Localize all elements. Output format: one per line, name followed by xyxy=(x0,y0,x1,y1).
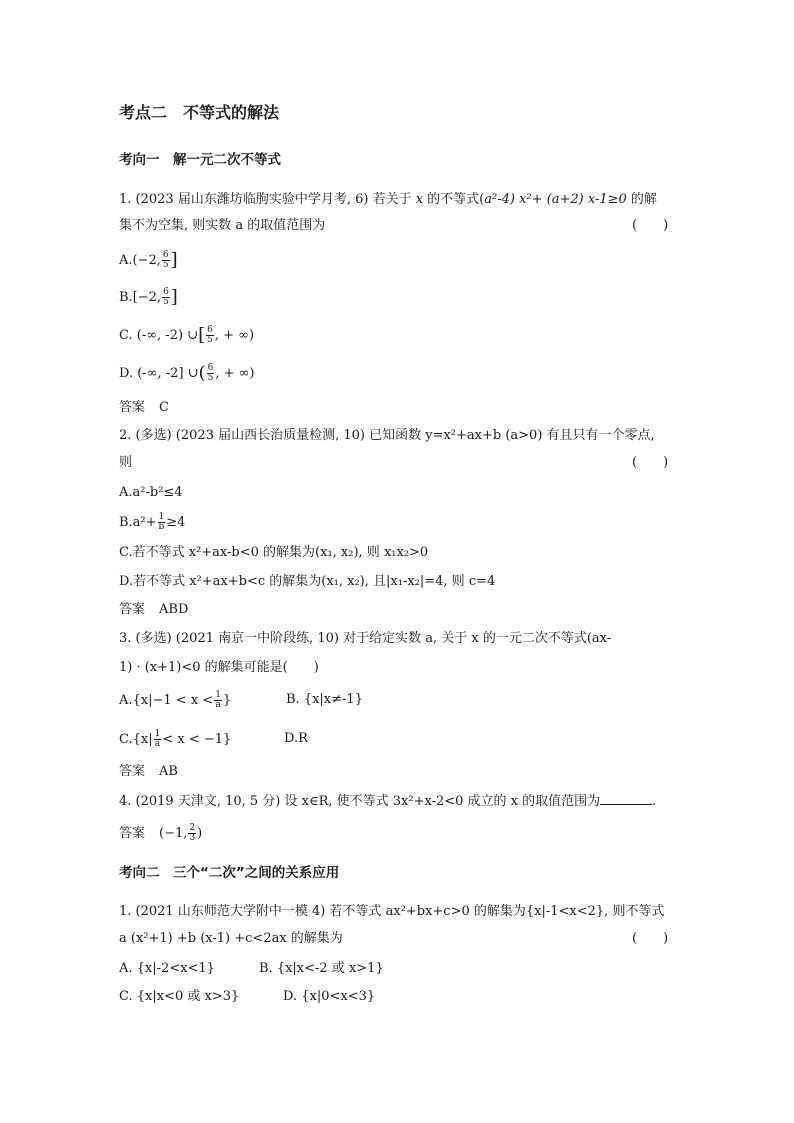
page-title: 考点二 不等式的解法 xyxy=(119,103,280,122)
q4-answer xyxy=(119,824,202,843)
q1-line2: 集不为空集, 则实数 a 的取值范围为 xyxy=(119,218,326,233)
option-tail: < x < −1} xyxy=(162,732,232,747)
fraction-denominator: 5 xyxy=(162,260,169,270)
option-close: } xyxy=(222,693,232,708)
q3-line2: 1) · (x+1)<0 的解集可能是( ) xyxy=(119,660,319,675)
section-heading-2: 考向二 三个“二次”之间的关系应用 xyxy=(119,865,340,881)
answer-close: ) xyxy=(197,826,203,841)
option-expr: {x|−1 < x < xyxy=(132,693,214,708)
fraction-numerator: 1 xyxy=(215,690,221,700)
q5-line2: a (x²+1) +b (x-1) +c<2ax 的解集为 xyxy=(119,931,343,946)
q5-line1: 1. (2021 山东师范大学附中一模 4) 若不等式 ax²+bx+c>0 的解集为{x|-1<x<2}, 则不等式 xyxy=(119,904,665,919)
q2-option-c: C.若不等式 x²+ax-b<0 的解集为(x₁, x₂), 则 x₁x₂>0 xyxy=(119,545,429,560)
answer-value: AB xyxy=(159,764,178,779)
answer-label: 答案 xyxy=(119,400,146,415)
fraction-denominator: 5 xyxy=(163,297,169,307)
q1-option-a xyxy=(119,251,178,270)
answer-blank[interactable] xyxy=(600,792,652,805)
fraction-denominator: a xyxy=(215,700,221,710)
q1-expression: a²-4) x²+ (a+2) x-1≥0 xyxy=(484,192,627,207)
answer-value: ABD xyxy=(159,602,189,617)
fraction-denominator: 3 xyxy=(189,833,196,843)
option-open: [ xyxy=(198,324,206,346)
q3-option-b: B. {x|x≠-1} xyxy=(286,692,363,707)
option-text: C. (-∞, -2) ∪ xyxy=(119,328,199,343)
q2-answer-bracket: ( ) xyxy=(632,455,669,470)
answer-open: (−1, xyxy=(159,826,188,841)
fraction-denominator: a xyxy=(154,739,161,749)
option-close: ] xyxy=(170,249,178,271)
q2-option-a: A.a²-b²≤4 xyxy=(119,485,183,500)
q3-option-a xyxy=(119,691,231,710)
option-expr: (−2, xyxy=(132,253,161,268)
fraction-numerator: 6 xyxy=(163,287,169,297)
q1-option-b xyxy=(119,288,178,307)
answer-label: 答案 xyxy=(119,602,146,617)
q1-text-mid: 的不等式( xyxy=(423,192,485,207)
q1-answer-bracket: ( ) xyxy=(632,218,669,233)
fraction-numerator: 1 xyxy=(158,512,165,522)
option-expr: [−2, xyxy=(132,290,162,305)
option-text: B.a²+ xyxy=(119,515,157,530)
q2-option-d: D.若不等式 x²+ax+b<c 的解集为(x₁, x₂), 且|x₁-x₂|=4, 则 c=4 xyxy=(119,574,496,589)
q5-option-b: B. {x|x<-2 或 x>1} xyxy=(259,961,384,976)
q2-line1: 2. (多选) (2023 届山西长治质量检测, 10) 已知函数 y=x²+ax+b (a>0) 有且只有一个零点, xyxy=(119,428,655,443)
option-label: B. xyxy=(119,290,133,305)
option-label: C. xyxy=(119,732,133,747)
q1-var: x xyxy=(415,192,424,207)
fraction xyxy=(158,513,166,532)
q5-answer-bracket: ( ) xyxy=(632,931,669,946)
q4-period: . xyxy=(652,794,657,809)
fraction xyxy=(188,824,196,843)
fraction-numerator: 2 xyxy=(189,823,196,833)
q1-text-suffix: 的解 xyxy=(626,192,657,207)
fraction-numerator: 6 xyxy=(207,363,214,373)
q1-option-d xyxy=(119,364,255,383)
fraction xyxy=(206,326,214,345)
q2-line2: 则 xyxy=(119,455,133,470)
option-close: ] xyxy=(170,286,178,308)
answer-value: C xyxy=(159,400,169,415)
q3-option-c xyxy=(119,730,231,749)
q5-option-a: A. {x|-2<x<1} xyxy=(119,961,215,976)
fraction-denominator: b xyxy=(158,522,165,532)
q1-answer xyxy=(119,399,169,417)
q1-text: 1. (2023 届山东潍坊临朐实验中学月考, 6) 若关于 xyxy=(119,192,416,207)
q3-option-d: D.R xyxy=(284,731,308,746)
q1-option-c xyxy=(119,326,254,345)
q4-text: 4. (2019 天津文, 10, 5 分) 设 x∈R, 使不等式 3x²+x-2<0 成立的 x 的取值范围为 xyxy=(119,794,601,809)
fraction xyxy=(214,691,222,710)
q3-answer xyxy=(119,763,178,781)
option-label: A. xyxy=(119,693,133,708)
q2-answer xyxy=(119,601,188,619)
answer-label: 答案 xyxy=(119,826,146,841)
section-heading-1: 考向一 解一元二次不等式 xyxy=(119,152,281,168)
q1-line1 xyxy=(119,191,657,209)
option-tail: , + ∞) xyxy=(215,366,255,381)
option-tail: , + ∞) xyxy=(214,328,255,343)
q2-option-b xyxy=(119,513,185,532)
q3-line1: 3. (多选) (2021 南京一中阶段练, 10) 对于给定实数 a, 关于 x 的一元二次不等式(ax- xyxy=(119,631,612,646)
q5-option-d: D. {x|0<x<3} xyxy=(283,989,376,1004)
answer-label: 答案 xyxy=(119,764,146,779)
fraction xyxy=(154,730,162,749)
fraction-denominator: 5 xyxy=(207,373,214,383)
q5-option-c: C. {x|x<0 或 x>3} xyxy=(119,989,240,1004)
option-open: {x| xyxy=(132,732,153,747)
fraction xyxy=(162,288,170,307)
option-open: ( xyxy=(198,362,206,384)
option-text: D. (-∞, -2] ∪ xyxy=(119,366,199,381)
option-label: A. xyxy=(119,253,133,268)
fraction-numerator: 1 xyxy=(154,729,161,739)
q4-line1 xyxy=(119,792,656,811)
fraction xyxy=(162,251,170,270)
option-tail: ≥4 xyxy=(166,515,186,530)
fraction-numerator: 6 xyxy=(162,250,169,260)
fraction xyxy=(207,364,215,383)
fraction-numerator: 6 xyxy=(207,325,213,335)
fraction-denominator: 5 xyxy=(207,335,213,345)
